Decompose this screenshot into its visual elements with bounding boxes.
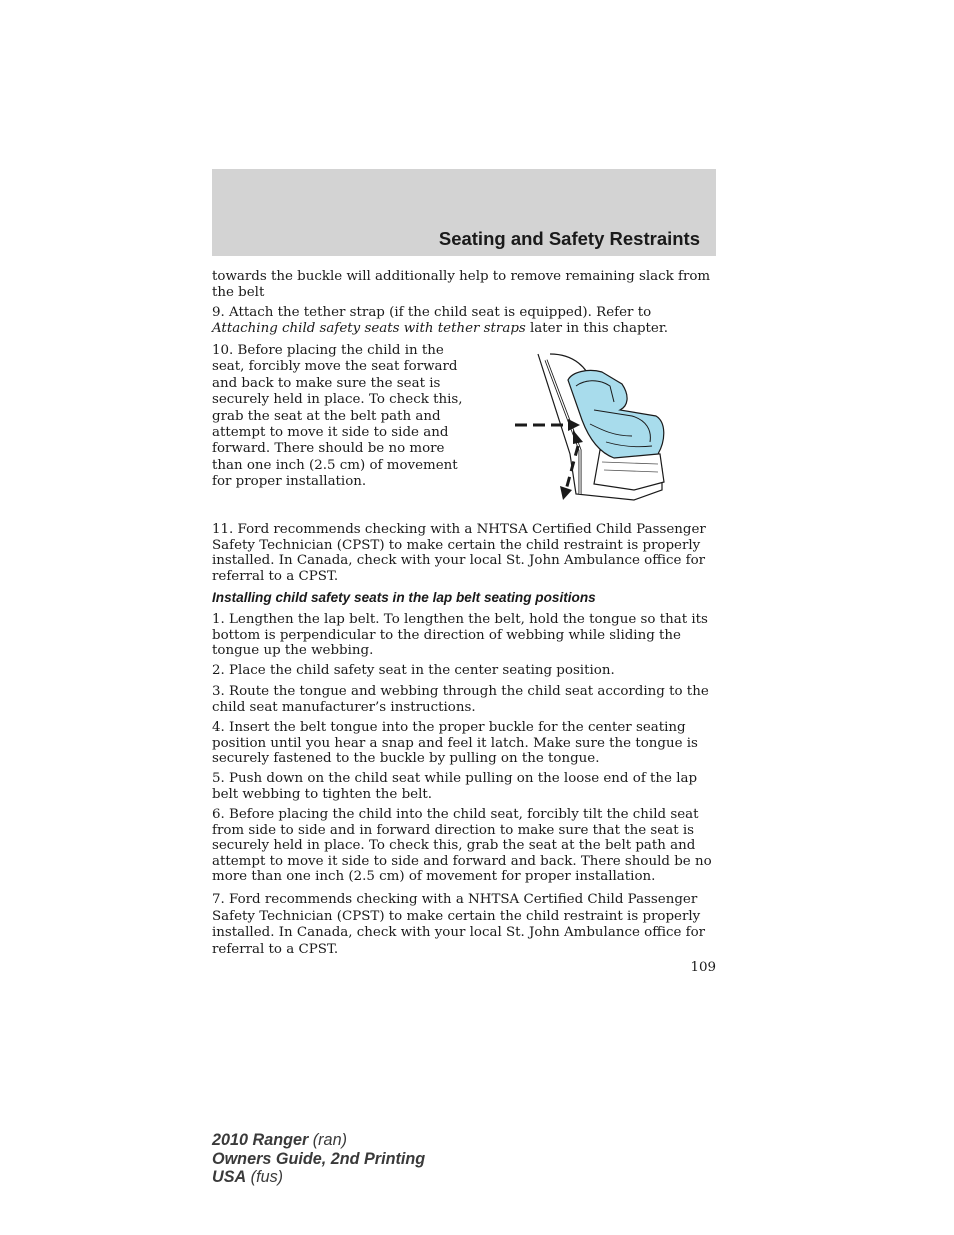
section-subheading: Installing child safety seats in the lap belt seating positions [212,590,596,605]
section-header-band [212,169,716,256]
page-number: 109 [690,960,716,975]
step-11-paragraph: 11. Ford recommends checking with a NHTSA Certified Child Passenger Safety Technician (CPST) to make certain the child restraint is properly installed. In Canada, check with your local St. John Ambulance office for referral to a CPST. [212,522,706,584]
footer-line-edition [212,1150,425,1169]
footer-model: 2010 Ranger [212,1131,309,1149]
lap-belt-step: 2. Place the child safety seat in the center seating position. [212,663,615,678]
step-9-reference: Attaching child safety seats with tether straps [212,320,526,336]
document-footer [212,1131,425,1187]
lap-belt-step: 1. Lengthen the lap belt. To lengthen the belt, hold the tongue so that its bottom is perpendicular to the direction of webbing while sliding the tongue up the webbing. [212,612,708,658]
footer-model-code: (ran) [308,1131,347,1149]
step-9-paragraph [212,305,716,336]
continuation-paragraph: towards the buckle will additionally help to remove remaining slack from the belt [212,269,711,300]
step-9-text: 9. Attach the tether strap (if the child seat is equipped). Refer to [212,305,652,320]
lap-belt-step: 3. Route the tongue and webbing through the child seat according to the child seat manufacturer’s instructions. [212,684,709,715]
footer-line-market [212,1168,425,1187]
lap-belt-step: 5. Push down on the child seat while pulling on the loose end of the lap belt webbing to tighten the belt. [212,771,698,802]
footer-line-model [212,1131,425,1150]
lap-belt-step: 6. Before placing the child into the child seat, forcibly tilt the child seat from side to side and in forward direction to make sure that the seat is securely held in place. To check this, grab the seat at the belt path and attempt to move it side to side and forward and back. There should be no more than one inch (2.5 cm) of movement for proper installation. [212,807,712,884]
lap-belt-step: 7. Ford recommends checking with a NHTSA Certified Child Passenger Safety Technician (CPST) to make certain the child restraint is properly installed. In Canada, check with your local St. John Ambulance office for referral to a CPST. [212,892,706,957]
footer-market: USA [212,1168,247,1186]
footer-market-code: (fus) [246,1168,284,1186]
footer-edition: Owners Guide, 2nd Printing [212,1149,426,1168]
lap-belt-step: 4. Insert the belt tongue into the proper buckle for the center seating position until you hear a snap and feel it latch. Make sure the tongue is securely fastened to the buckle by pulling on the tongue. [212,720,698,766]
child-seat-illustration [510,350,670,505]
step-9-text-end: later in this chapter. [525,320,669,336]
section-title: Seating and Safety Restraints [438,228,700,249]
step-10-paragraph: 10. Before placing the child in the seat, forcibly move the seat forward and back to make sure the seat is securely held in place. To check this, grab the seat at the belt path and attempt to move it side to side and forward. There should be no more than one inch (2.5 cm) of movement for proper installation. [212,343,463,490]
